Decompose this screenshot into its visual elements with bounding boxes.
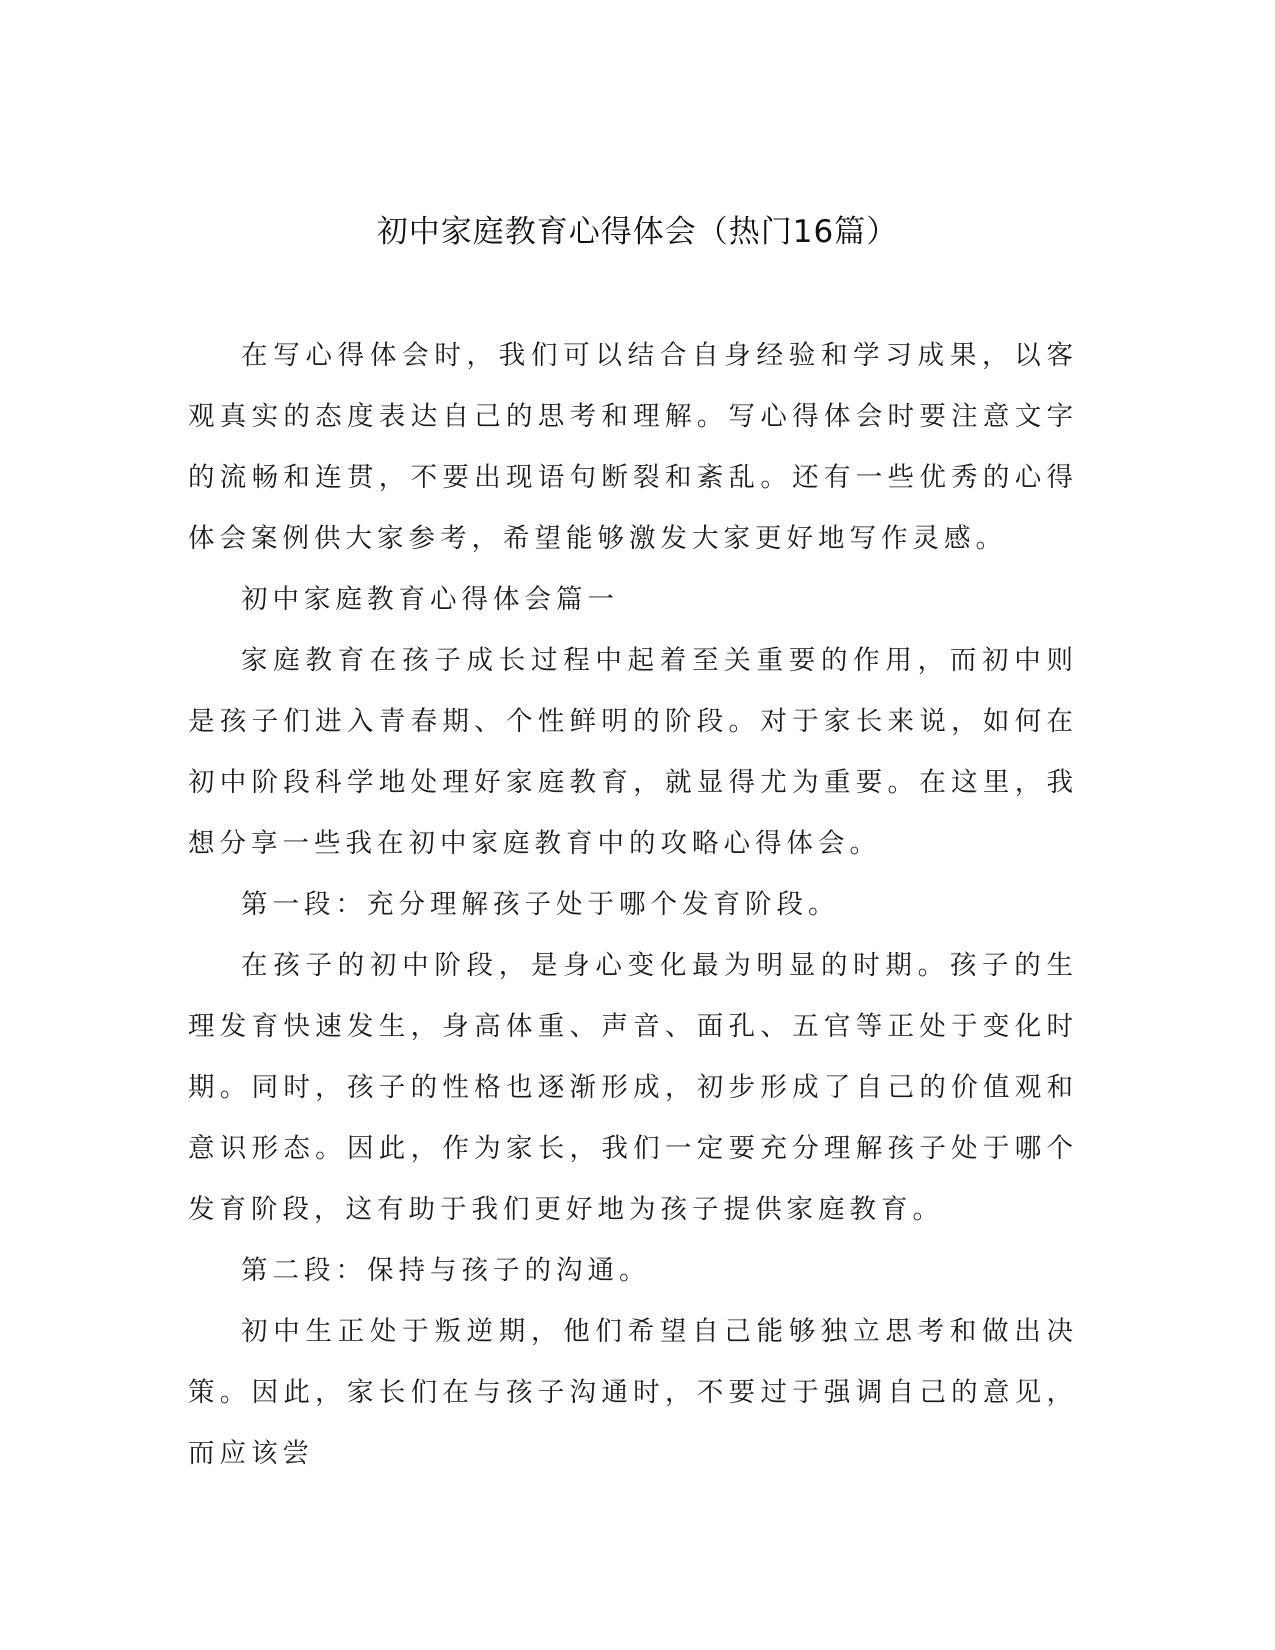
document-body [188,325,1078,1484]
section-heading-1: 初中家庭教育心得体会篇一 [241,584,619,615]
body-paragraph: 家庭教育在孩子成长过程中起着至关重要的作用，而初中则是孩子们进入青春期、个性鲜明的阶段。对于家长来说，如何在初中阶段科学地处理好家庭教育，就显得尤为重要。在这里，我想分享一些我在初中家庭教育中的攻略心得体会。 [188,645,1078,859]
subheading-1: 第一段：充分理解孩子处于哪个发育阶段。 [241,889,840,920]
body-paragraph: 在孩子的初中阶段，是身心变化最为明显的时期。孩子的生理发育快速发生，身高体重、声音、面孔、五官等正处于变化时期。同时，孩子的性格也逐渐形成，初步形成了自己的价值观和意识形态。因此，作为家长，我们一定要充分理解孩子处于哪个发育阶段，这有助于我们更好地为孩子提供家庭教育。 [188,950,1078,1225]
subheading-2: 第二段：保持与孩子的沟通。 [241,1255,651,1286]
body-paragraph: 初中生正处于叛逆期，他们希望自己能够独立思考和做出决策。因此，家长们在与孩子沟通时，不要过于强调自己的意见，而应该尝 [188,1316,1078,1469]
document-title: 初中家庭教育心得体会（热门16篇） [376,214,899,250]
intro-paragraph: 在写心得体会时，我们可以结合自身经验和学习成果，以客观真实的态度表达自己的思考和理解。写心得体会时要注意文字的流畅和连贯，不要出现语句断裂和紊乱。还有一些优秀的心得体会案例供大家参考，希望能够激发大家更好地写作灵感。 [188,340,1078,554]
